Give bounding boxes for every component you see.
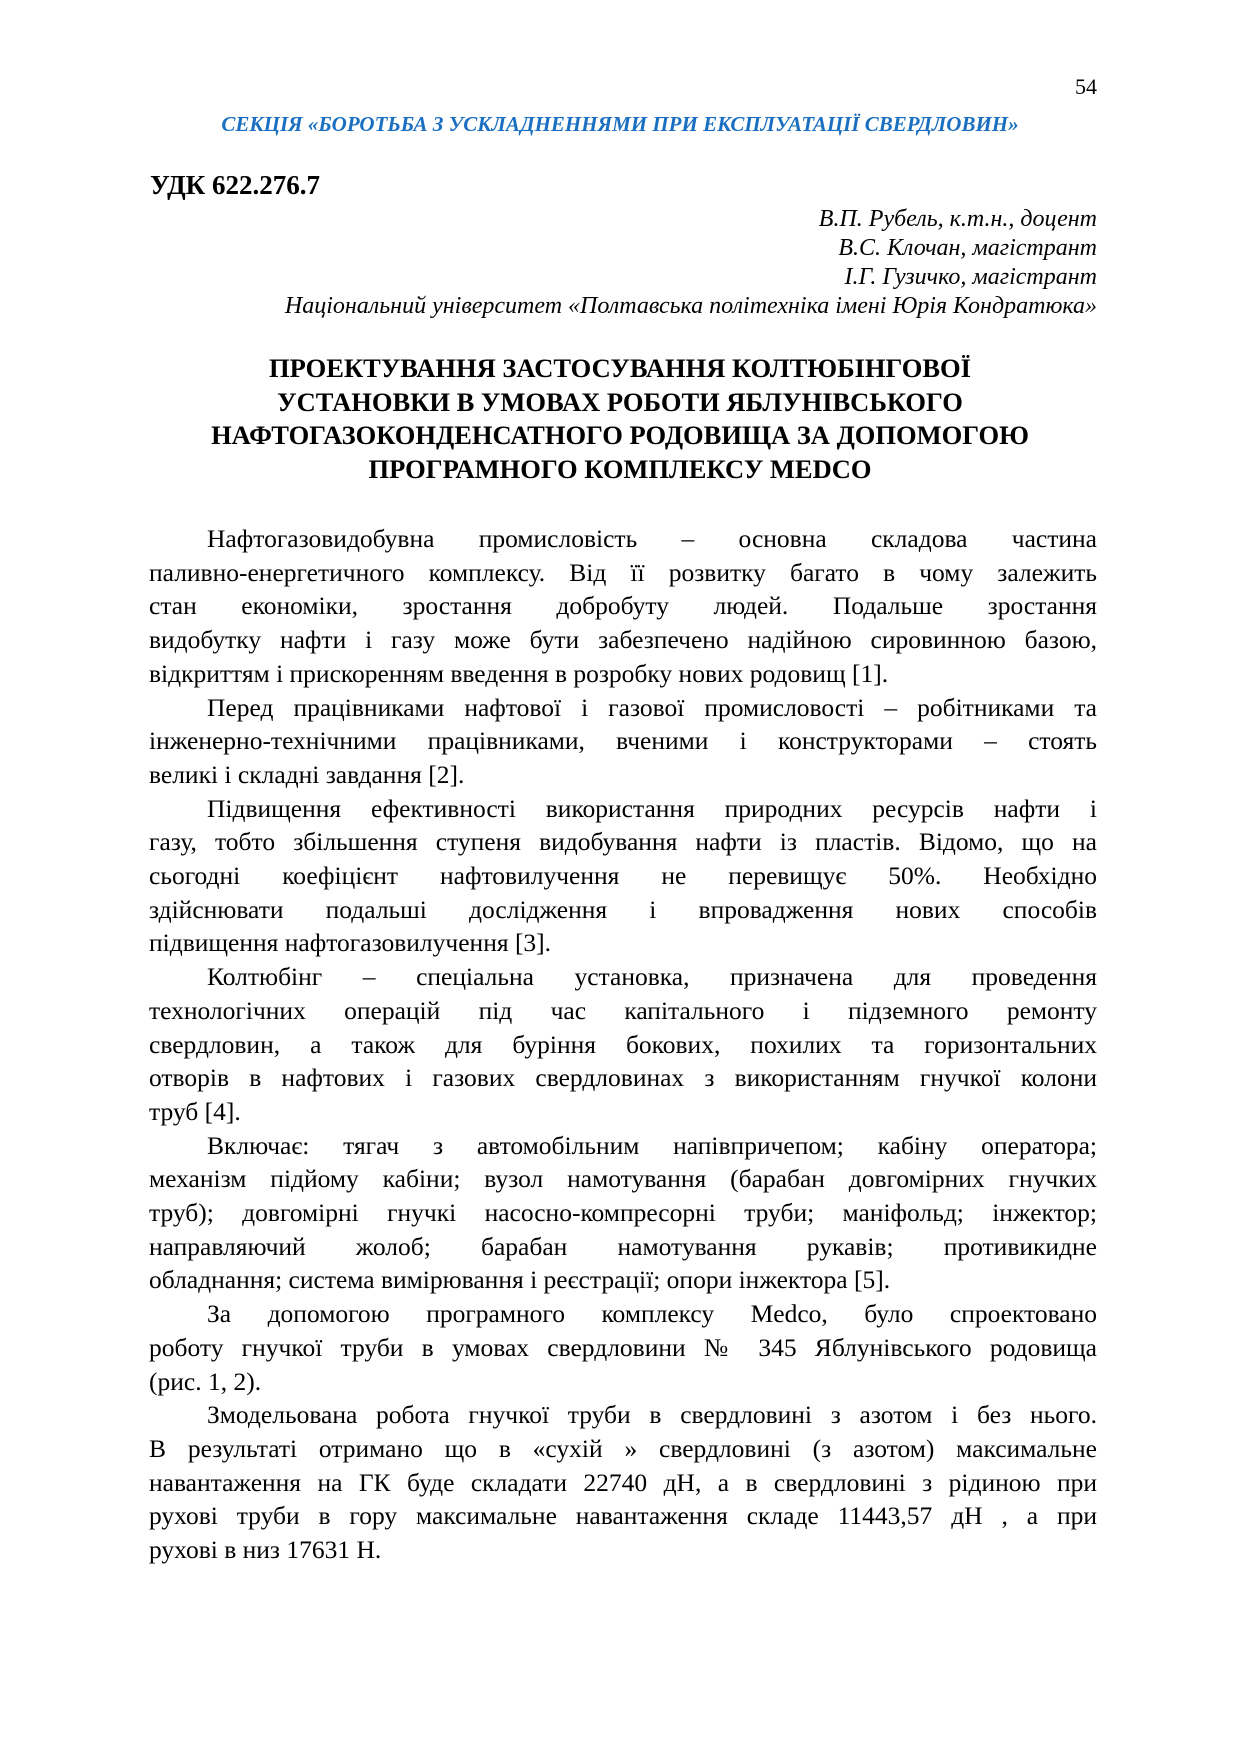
author-2: В.С. Клочан, магістрант [838,235,1097,261]
paragraph [149,1398,1097,1567]
article-title [0,352,1240,486]
title-line: ПРОЕКТУВАННЯ ЗАСТОСУВАННЯ КОЛТЮБІНГОВОЇ [269,353,971,383]
text-line: За допомогою програмного комплексу Medco, було спроектовано [207,1299,1097,1329]
paragraph [149,691,1097,792]
text-line: Змодельована робота гнучкої труби в свердловині з азотом і без нього. [207,1400,1097,1430]
paragraph [149,960,1097,1129]
text-line: направляючий жолоб; барабан намотування рукавів; противикидне [149,1231,1097,1261]
section-header: СЕКЦІЯ «БОРОТЬБА З УСКЛАДНЕННЯМИ ПРИ ЕКСПЛУАТАЦІЇ СВЕРДЛОВИН» [221,112,1019,136]
title-line: НАФТОГАЗОКОНДЕНСАТНОГО РОДОВИЩА ЗА ДОПОМОГОЮ [211,420,1029,450]
text-line: відкриттям і прискоренням введення в розробку нових родовищ [1]. [149,658,889,688]
text-line: В результаті отримано що в «сухій » свердловині (з азотом) максимальне [149,1433,1097,1463]
text-line: великі і складні завдання [2]. [149,759,465,789]
paragraph [149,1297,1097,1398]
title-line: ПРОГРАМНОГО КОМПЛЕКСУ MEDCO [368,453,872,484]
text-line: технологічних операцій під час капітального і підземного ремонту [149,995,1097,1025]
text-line: сьогодні коефіцієнт нафтовилучення не перевищує 50%. Необхідно [149,861,1097,891]
text-line: видобутку нафти і газу може бути забезпечено надійною сировинною базою, [149,625,1097,655]
text-line: Нафтогазовидобувна промисловість – основна складова частина [207,524,1097,553]
paragraph [149,792,1097,961]
udk-code: УДК 622.276.7 [150,170,320,200]
text-line: рухові труби в гору максимальне навантаження складе 11443,57 дН , а при [149,1501,1097,1531]
page-number: 54 [1075,74,1097,99]
author-1: В.П. Рубель, к.т.н., доцент [818,206,1097,232]
text-line: Підвищення ефективності використання природних ресурсів нафти і [207,793,1097,823]
paragraph [149,1129,1097,1298]
text-line: здійснювати подальші дослідження і впровадження нових способів [149,894,1097,924]
text-line: Включає: тягач з автомобільним напівпричепом; кабіну оператора; [207,1130,1097,1160]
text-line: паливно-енергетичного комплексу. Від її розвитку багато в чому залежить [149,557,1097,587]
text-line: механізм підйому кабіни; вузол намотування (барабан довгомірних гнучких [149,1164,1097,1194]
text-line: Перед працівниками нафтової і газової промисловості – робітниками та [207,692,1097,722]
text-line: обладнання; система вимірювання і реєстрації; опори інжектора [5]. [149,1265,891,1295]
text-line: газу, тобто збільшення ступеня видобування нафти із пластів. Відомо, що на [149,827,1097,857]
text-line: підвищення нафтогазовилучення [3]. [149,928,552,958]
text-line: отворів в нафтових і газових свердловинах з використанням гнучкої колони [149,1063,1097,1093]
text-line: (рис. 1, 2). [149,1366,262,1396]
author-3: І.Г. Гузичко, магістрант [844,264,1097,290]
affiliation: Національний університет «Полтавська політехніка імені Юрія Кондратюка» [284,293,1097,319]
text-line: свердловин, а також для буріння бокових, похилих та горизонтальних [149,1029,1097,1059]
title-line: УСТАНОВКИ В УМОВАХ РОБОТИ ЯБЛУНІВСЬКОГО [277,386,963,417]
text-line: Колтюбінг – спеціальна установка, призначена для проведення [207,962,1097,992]
text-line: інженерно-технічними працівниками, вченими і конструкторами – стоять [149,726,1097,756]
text-line: труб); довгомірні гнучкі насосно-компресорні труби; маніфольд; інжектор; [149,1198,1097,1228]
text-line: стан економіки, зростання добробуту людей. Подальше зростання [149,591,1097,621]
text-line: навантаження на ГК буде складати 22740 дН, а в свердловині з рідиною при [149,1467,1097,1497]
text-line: роботу гнучкої труби в умовах свердловини № 345 Яблунівського родовища [149,1332,1097,1362]
article-body [149,522,1097,1567]
text-line: рухові в низ 17631 Н. [149,1535,382,1565]
paragraph [149,522,1097,691]
text-line: труб [4]. [149,1096,241,1126]
authors-block [285,205,1097,321]
